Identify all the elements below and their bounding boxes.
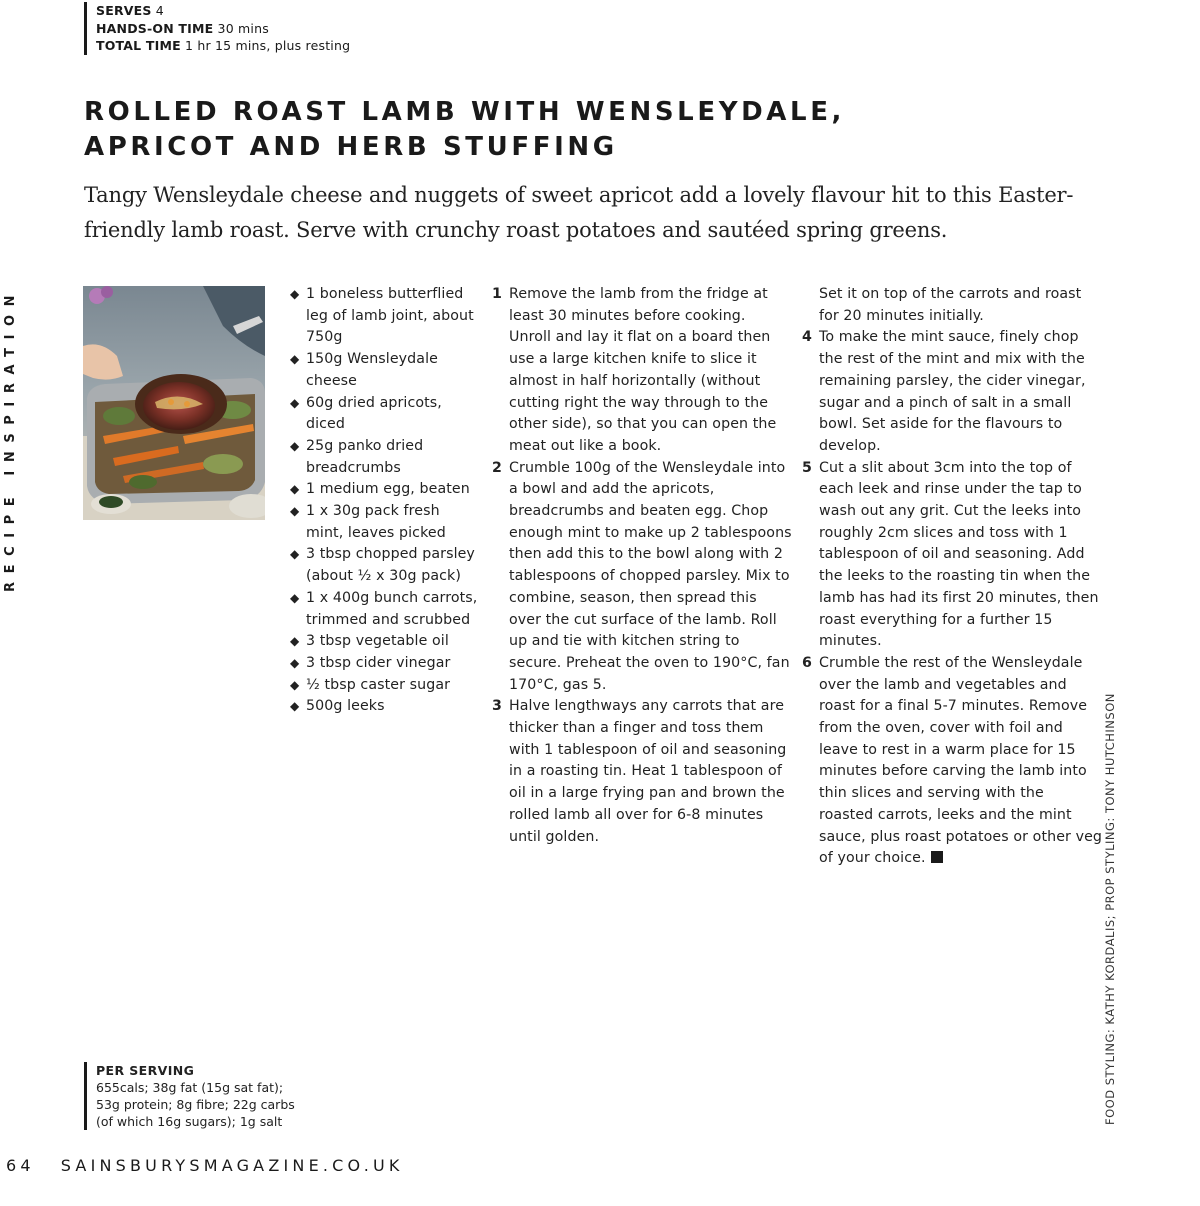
list-item: ◆ 60g dried apricots, diced [290,393,480,436]
photo-credits: FOOD STYLING: KATHY KORDALIS; PROP STYLING: TONY HUTCHINSON [1103,693,1117,1125]
diamond-bullet-icon: ◆ [290,438,300,453]
list-item: ◆ 500g leeks [290,696,480,718]
list-item: ◆ 1 boneless butterflied leg of lamb joint, about 750g [290,284,480,349]
list-item: ◆ ½ tbsp caster sugar [290,675,480,697]
nutrition-info [84,1062,295,1130]
method-step-5: 5 Cut a slit about 3cm into the top of each leek and rinse under the tap to wash out any grit. Cut the leeks into roughly 2cm slices and toss with 1 tablespoon of oil and seasoning. Add the leeks to the roasting tin when the lamb has had its first 20 minutes, then roast everything for a further 15 minutes. [802,459,1099,650]
list-item: ◆ 150g Wensleydale cheese [290,349,480,392]
diamond-bullet-icon: ◆ [290,352,300,367]
diamond-bullet-icon: ◆ [290,482,300,497]
diamond-bullet-icon: ◆ [290,547,300,562]
list-item: ◆ 3 tbsp chopped parsley (about ½ x 30g pack) [290,544,480,587]
method-column-2 [802,284,1102,870]
nutrition-heading: PER SERVING [96,1063,195,1078]
diamond-bullet-icon: ◆ [290,395,300,410]
diamond-bullet-icon: ◆ [290,634,300,649]
list-item: ◆ 3 tbsp cider vinegar [290,653,480,675]
method-step-1: 1 Remove the lamb from the fridge at least 30 minutes before cooking. Unroll and lay it flat on a board then use a large kitchen knife to slice it almost in half horizontally (without cutting right the way through to the other side), so that you can open the meat out like a book. [492,286,777,454]
nutrition-line: 53g protein; 8g fibre; 22g carbs [96,1097,295,1112]
roast-lamb-photo-icon [83,286,265,520]
diamond-bullet-icon: ◆ [290,504,300,519]
recipe-intro: Tangy Wensleydale cheese and nuggets of sweet apricot add a lovely flavour hit to this Easter-friendly lamb roast. Serve with crunchy roast potatoes and sautéed spring greens. [84,183,1074,242]
method-step-2: 2 Crumble 100g of the Wensleydale into a bowl and add the apricots, breadcrumbs and beaten egg. Chop enough mint to make up 2 tablespoons then add this to the bowl along with 2 tablespoons of chopped parsley. Mix to combine, season, then spread this over the cut surface of the lamb. Roll up and tie with kitchen string to secure. Preheat the oven to 190°C, fan 170°C, gas 5. [492,459,792,693]
section-side-label: RECIPE INSPIRATION [3,286,18,592]
title-line-2: APRICOT AND HERB STUFFING [84,132,618,162]
nutrition-line: 655cals; 38g fat (15g sat fat); [96,1080,284,1095]
ingredients-list [290,284,480,718]
list-item: ◆ 1 x 400g bunch carrots, trimmed and scrubbed [290,588,480,631]
diamond-bullet-icon: ◆ [290,677,300,692]
diamond-bullet-icon: ◆ [290,699,300,714]
diamond-bullet-icon: ◆ [290,655,300,670]
page-number: 64 [6,1156,35,1175]
meta-total-time: TOTAL TIME 1 hr 15 mins, plus resting [96,38,351,53]
title-line-1: ROLLED ROAST LAMB WITH WENSLEYDALE, [84,97,846,127]
method-step-3-continuation: Set it on top of the carrots and roast for 20 minutes initially. [819,286,1082,324]
list-item: ◆ 3 tbsp vegetable oil [290,631,480,653]
recipe-title [84,95,1084,165]
list-item: ◆ 25g panko dried breadcrumbs [290,436,480,479]
list-item: ◆ 1 x 30g pack fresh mint, leaves picked [290,501,480,544]
meta-serves: SERVES 4 [96,3,164,18]
diamond-bullet-icon: ◆ [290,287,300,301]
nutrition-line: (of which 16g sugars); 1g salt [96,1114,283,1129]
footer-site: SAINSBURYSMAGAZINE.CO.UK [60,1156,404,1175]
method-column-1 [492,284,792,848]
end-square-icon [931,851,943,863]
method-step-6: 6 Crumble the rest of the Wensleydale over the lamb and vegetables and roast for a final 5-7 minutes. Remove from the oven, cover with foil and leave to rest in a warm place for 15 minutes before carving the lamb into thin slices and serving with the roasted carrots, leeks and the mint sauce, plus roast potatoes or other veg of your choice. [802,654,1103,867]
diamond-bullet-icon: ◆ [290,590,300,605]
method-step-4: 4 To make the mint sauce, finely chop the rest of the mint and mix with the remaining parsley, the cider vinegar, sugar and a pinch of salt in a small bowl. Set aside for the flavours to develop. [802,329,1086,454]
method-step-3: 3 Halve lengthways any carrots that are thicker than a finger and toss them with 1 tablespoon of oil and seasoning in a roasting tin. Heat 1 tablespoon of oil in a large frying pan and brown the rolled lamb all over for 6-8 minutes until golden. [492,698,787,845]
roast-lamb-photo [83,286,265,520]
page-footer [6,1156,404,1175]
meta-hands-on-time: HANDS-ON TIME 30 mins [96,20,269,36]
list-item: ◆ 1 medium egg, beaten [290,479,480,501]
recipe-meta [84,2,350,55]
